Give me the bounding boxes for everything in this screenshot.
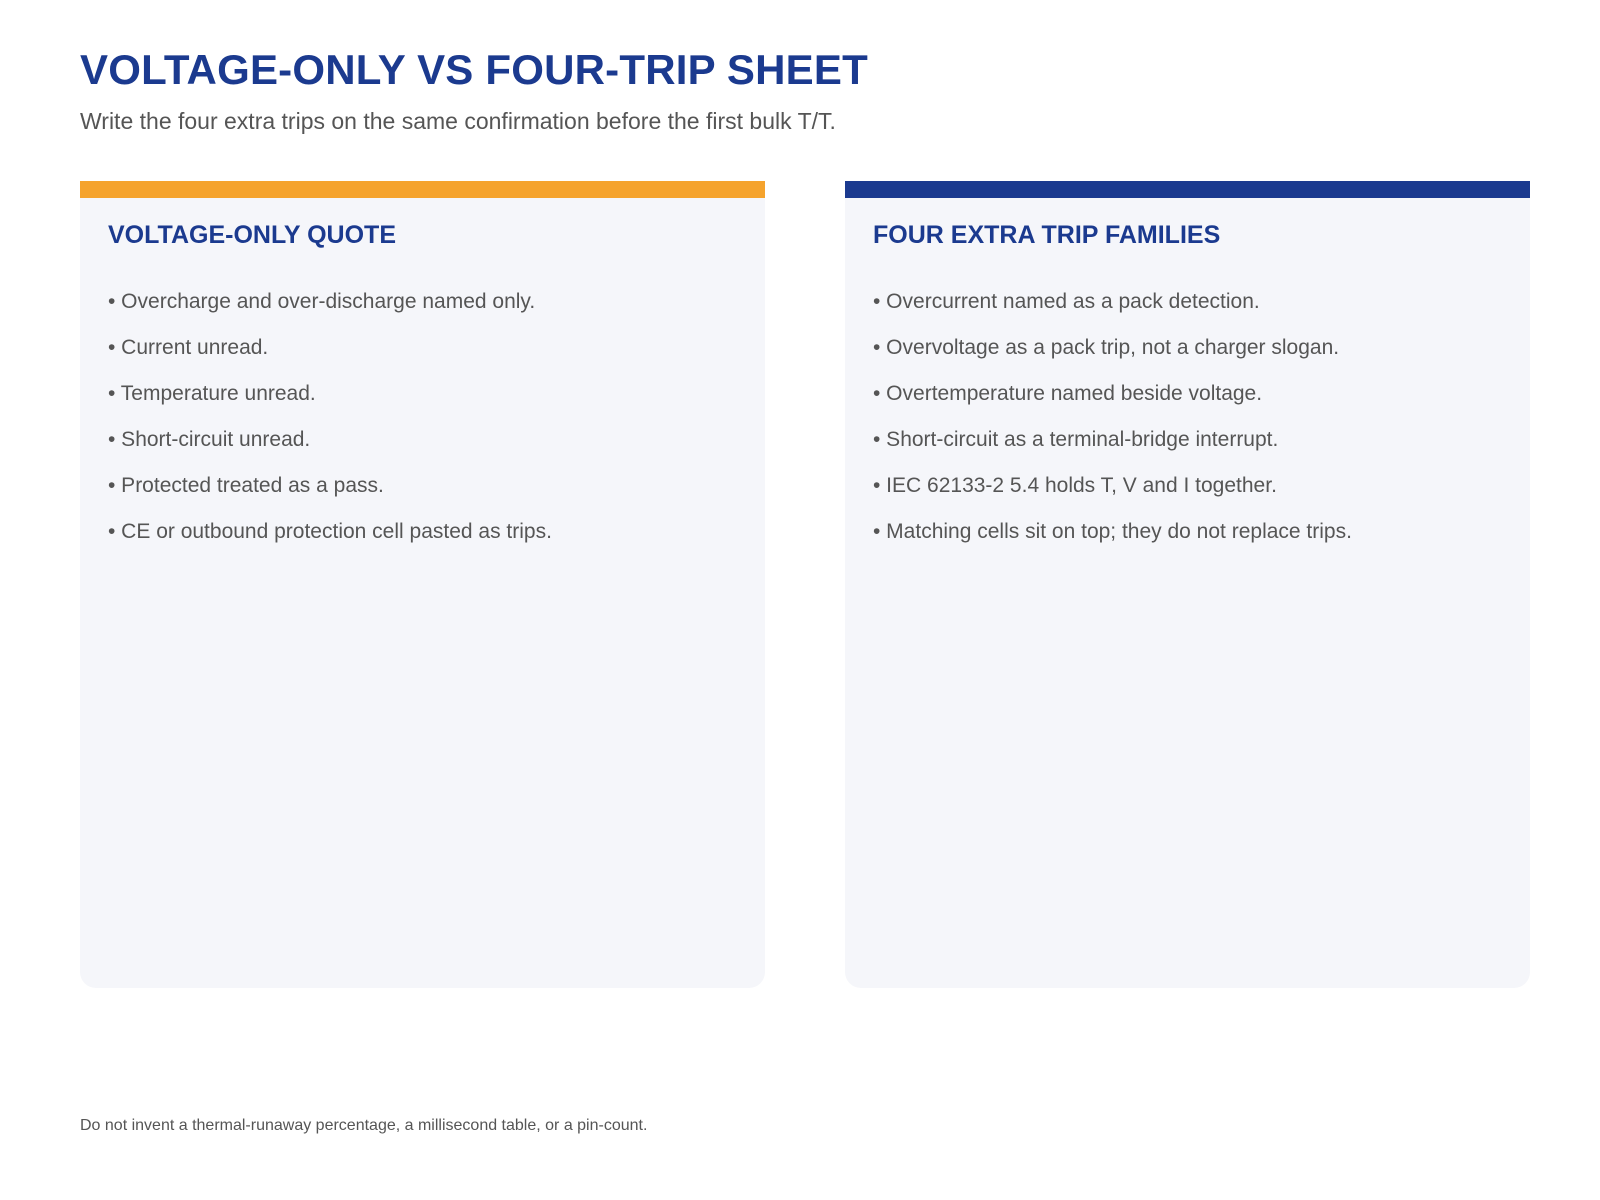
four-trip-card (845, 181, 1530, 988)
list-item: • Overcharge and over-discharge named only. (108, 290, 536, 313)
page-title: VOLTAGE-ONLY VS FOUR-TRIP SHEET (80, 46, 868, 93)
bullet-list (108, 290, 745, 566)
list-item: • Temperature unread. (108, 382, 316, 405)
card-heading: FOUR EXTRA TRIP FAMILIES (873, 221, 1221, 249)
list-item: • Current unread. (108, 336, 269, 359)
footer-note: Do not invent a thermal-runaway percentage, a millisecond table, or a pin-count. (80, 1117, 648, 1134)
card-accent-bar (845, 181, 1530, 198)
list-item: • CE or outbound protection cell pasted as trips. (108, 520, 552, 543)
card-accent-bar (80, 181, 765, 198)
list-item: • Overcurrent named as a pack detection. (873, 290, 1260, 313)
list-item: • Overvoltage as a pack trip, not a charger slogan. (873, 336, 1340, 359)
card-heading: VOLTAGE-ONLY QUOTE (108, 221, 396, 249)
bullet-list (873, 290, 1510, 566)
list-item: • Matching cells sit on top; they do not replace trips. (873, 520, 1352, 543)
list-item: • Protected treated as a pass. (108, 474, 384, 497)
voltage-only-card (80, 181, 765, 988)
list-item: • Short-circuit as a terminal-bridge interrupt. (873, 428, 1279, 451)
list-item: • Short-circuit unread. (108, 428, 311, 451)
list-item: • IEC 62133-2 5.4 holds T, V and I together. (873, 474, 1277, 497)
page-subtitle: Write the four extra trips on the same confirmation before the first bulk T/T. (80, 108, 836, 134)
list-item: • Overtemperature named beside voltage. (873, 382, 1263, 405)
